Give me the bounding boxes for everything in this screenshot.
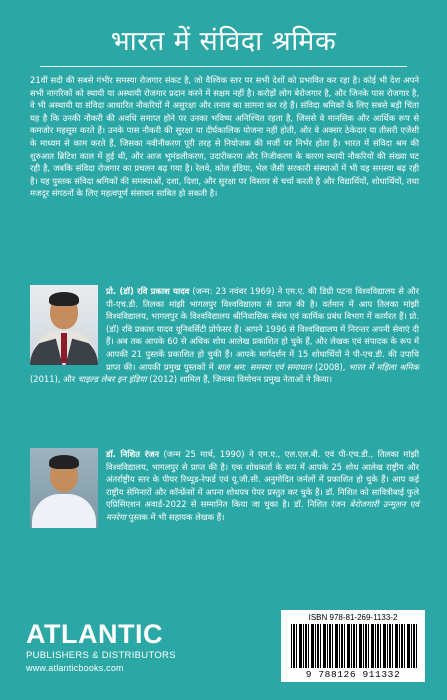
author-bio-text: (जन्म 25 मार्च, 1990) ने एम.ए., एल.एल.बी. एवं पी-एच.डी., तिलका मांझी विश्वविद्यालय, भागलपुर से प्राप्त की है। एक शोधकर्ता के रूप में आपके 25 शोध आलेख राष्ट्रीय और अंतर्राष्ट्रीय स्तर के पीयर रिव्यूड-रेफर्ड एवं यू.जी.सी. अनुमोदित जर्नलों में प्रकाशित हो चुके हैं। आप कई राष्ट्रीय सेमिनारों और कॉन्फ्रेंसों में अपना शोधपत्र पेपर प्रस्तुत कर चुके हैं। डॉ. निशित को सावित्रीबाई फुले एप्रिसिएशन अवार्ड-2022 से सम्मानित किया जा चुका है। डॉ. निशित रंजन <box>106 449 419 510</box>
author-bio-text: (2011), और <box>30 374 78 385</box>
author-bio-text: (जन्म: 23 नवंबर 1969) ने एम.ए. की डिग्री पटना विश्वविद्यालय से और पी-एच.डी. तिलका मांझी भागलपुर विश्वविद्यालय से प्राप्त की है। वर्तमान में आप तिलका मांझी विश्वविद्यालय, भागलपुर के विश्वविद्यालय श्रीनिवासिक संबंध एवं कार्मिक प्रबंध विभाग में कार्यरत हैं। प्रो. (डॉ) रवि प्रकाश यादव यूनिवर्सिटी प्रोफेसर हैं। आपने 1996 से विश्वविद्यालय में निरन्तर अपनी सेवाएं दी हैं। अब तक आपके 60 से अधिक शोध आलेख प्रकाशित हो चुके हैं, और लेखक एवं संपादक के रूप में आपकी 21 पुस्तकें प्रकाशित हो चुकी हैं। आपके मार्गदर्शन में 15 शोधार्थियों ने पी-एच.डी. की उपाधि प्राप्त की। आपकी प्रमुख पुस्तकों में <box>106 286 419 372</box>
book-title-italic: बेरोजगारी उन्मूलन एवं मनरेगा <box>106 499 419 522</box>
author-bio-2 <box>30 448 419 530</box>
author-photo-1 <box>30 285 98 365</box>
author-bio-1 <box>30 285 419 386</box>
author-name-2: डॉ. निशित रंजन <box>106 449 160 459</box>
publisher-subtitle: PUBLISHERS & DISTRIBUTORS <box>26 650 176 661</box>
barcode-bars <box>291 624 417 668</box>
book-title-italic: चाइल्ड लेबर इन इंडिया <box>77 374 147 385</box>
isbn-label: ISBN 978-81-269-1133-2 <box>308 613 398 622</box>
book-title-italic: बाल श्रम: समस्या एवं समाधान <box>216 361 312 372</box>
publisher-url: www.atlanticbooks.com <box>26 663 124 673</box>
title-divider <box>40 66 407 67</box>
isbn-digits: 9 788126 911332 <box>305 669 401 680</box>
author-bio-text: (2012) शामिल हैं, जिनका विमोचन प्रमुख नेताओं ने किया। <box>146 374 332 385</box>
book-title-italic: भारत में महिला श्रमिक <box>348 361 419 372</box>
author-bio-text: (2008), <box>311 361 349 372</box>
publisher-logo <box>26 620 216 674</box>
author-photo-2 <box>30 448 98 528</box>
author-bio-text: पुस्तक में भी सहायक लेखक हैं। <box>125 511 225 522</box>
isbn-barcode <box>281 610 425 682</box>
intro-paragraph: 21वीं सदी की सबसे गंभीर समस्या रोजगार संकट है, जो वैश्विक स्तर पर सभी देशों को प्रभावित कर रहा है। कोई भी देश अपने सभी नागरिकों को स्थायी या अस्थायी रोजगार प्रदान करने में सक्षम नहीं है। करोड़ों लोग बेरोजगार है, और जिनके पास रोजगार है, वे भी अस्थायी या संविदा आधारित नौकरियों में असुरक्षा और तनाव का सामना कर रहे हैं। संविदा श्रमिकों के लिए सबसे बड़ी चिंता यह है कि उनकी नौकरी की अवधि समाप्त होने पर उनका भविष्य अनिश्चित रहता है, जिससे वे मानसिक और आर्थिक रूप से कमजोर महसूस करते हैं। उनके पास नौकरी की सुरक्षा या दीर्घकालिक योजना नहीं होती, और वे अक्सर ठेकेदार या तीसरी एजेंसी के माध्यम से काम करते हैं, जिसका नवीनीकरण पूरी तरह से नियोजक की मर्जी पर निर्भर होता है। भारत में संविदा श्रम की शुरुआत ब्रिटिश काल में हुई थी, और आज भूमंडलीकरण, उदारीकरण और निजीकरण के कारण स्थायी नौकरियों की संख्या घट रही है, जबकि संविदा रोजगार का प्रचलन बढ़ गया है। रेलवे, कोल इंडिया, भेल जैसी सरकारी संस्थाओं में भी यह समस्या बढ़ रही है। यह पुस्तक संविदा श्रमिकों की समस्याओं, दशा, दिशा, और सुरक्षा पर विस्तार से चर्चा करती है और विद्यार्थियों, शोधार्थियों, तथा मजदूर संगठनों के लिए महत्वपूर्ण संसाधन साबित हो सकती है। <box>30 75 419 199</box>
publisher-name: ATLANTIC <box>26 619 163 649</box>
book-title: भारत में संविदा श्रमिक <box>110 26 337 57</box>
author-name-1: प्रो. (डॉ) रवि प्रकाश यादव <box>106 286 190 296</box>
